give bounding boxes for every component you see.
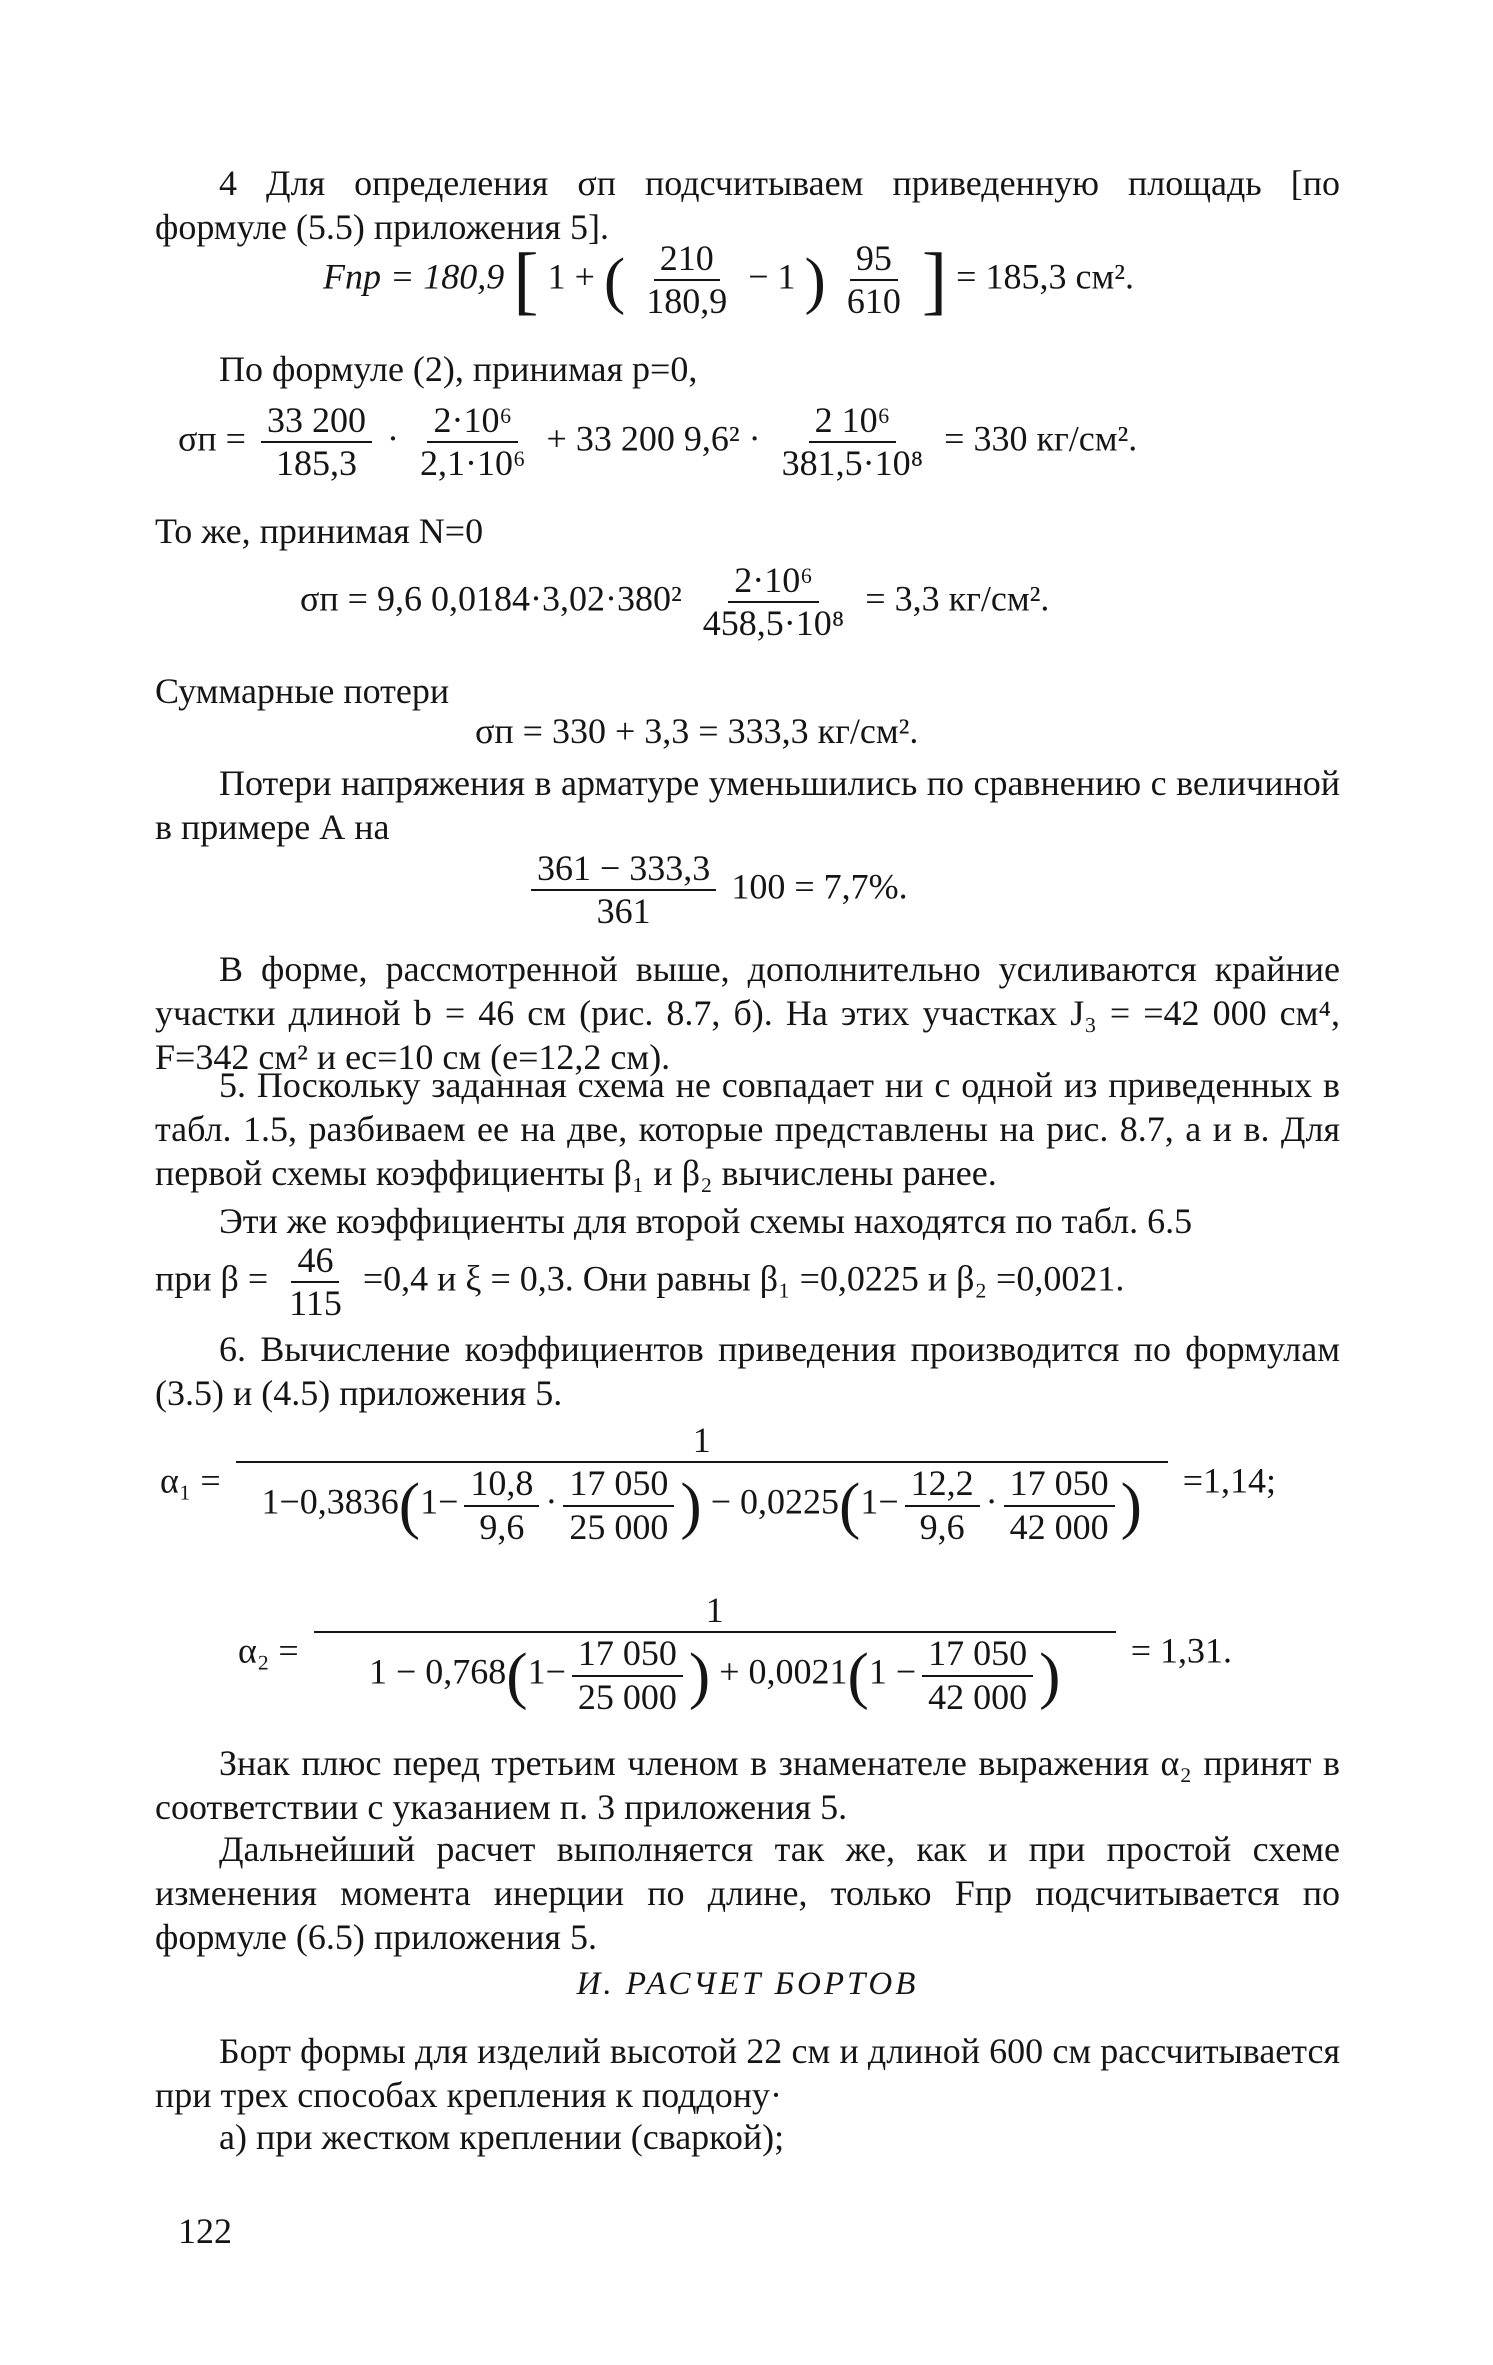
paragraph-item-a: а) при жестком креплении (сваркой);: [219, 2117, 785, 2157]
eq8-numerator: 1: [314, 1590, 1116, 1633]
eq1-rhs: = 185,3 см².: [956, 256, 1135, 297]
equation-beta: [155, 1240, 1124, 1325]
paragraph-board: Борт формы для изделий высотой 22 см и длиной 600 см рассчитывается при трех способах крепления к поддону·: [155, 2031, 1340, 2115]
eq2-den-3: 381,5·10⁸: [781, 443, 924, 484]
eq6-num-1: 46: [291, 1240, 339, 1283]
eq2-rhs: = 330 кг/см².: [944, 418, 1138, 459]
paragraph-item-6: 6. Вычисление коэффициентов приведения производится по формулам (3.5) и (4.5) приложения 5.: [155, 1329, 1340, 1413]
eq5-rhs: 100 = 7,7%.: [731, 866, 908, 907]
equation-sigma-1: [178, 400, 1137, 485]
eq1-minus: − 1: [748, 256, 796, 297]
page-number: 122: [178, 2211, 232, 2251]
eq1-left-paren: (: [603, 244, 626, 316]
eq8-b1: 1 − 0,768: [368, 1652, 507, 1693]
eq2-dot: ·: [386, 418, 399, 459]
eq3-num-1: 2·10⁶: [728, 560, 819, 603]
eq8-num-1: 17 050: [572, 1633, 683, 1676]
eq7-num-4: 17 050: [1004, 1463, 1115, 1506]
eq8-one-minus: 1 −: [868, 1652, 917, 1693]
eq7-frac-3: [905, 1463, 980, 1548]
eq7-den-4: 42 000: [1009, 1506, 1109, 1547]
eq2-mid: + 33 200 9,6² ·: [546, 418, 761, 459]
paragraph-form-reinforced: В форме, рассмотренной выше, дополнительно усиливаются крайние участки длиной b = 46 см (рис. 8.7, б). На этих участках J₃ = =42 000 см⁴, F=342 см² и eс=10 см (e=12,2 см).: [155, 949, 1340, 1077]
eq8-denominator: 1 − 0,768(1− $\frac{17 050}{25 000}$ ) + 0,0021(1 − $\frac{17 050}{42 000}$ ): [368, 1633, 1061, 1717]
eq7-num-2: 17 050: [563, 1463, 674, 1506]
eq8-num-2: 17 050: [922, 1633, 1033, 1676]
eq2-lhs: σп =: [178, 418, 246, 459]
eq6-rhs: =0,4 и ξ = 0,3. Они равны β₁ =0,0225 и β₂ =0,0021.: [362, 1258, 1125, 1299]
paragraph-intro: 4 Для определения σп подсчитываем приведенную площадь [по формуле (5.5) приложения 5].: [155, 163, 1340, 247]
eq1-frac-1: [640, 238, 733, 323]
eq6-frac-1: [283, 1240, 348, 1325]
paragraph-further-calc: Дальнейший расчет выполняется так же, как и при простой схеме изменения момента инерции по длине, только Fпр подсчитывается по формуле (6.5) приложения 5.: [155, 1829, 1340, 1957]
eq8-rhs: = 1,31.: [1130, 1630, 1233, 1671]
eq2-frac-2: [414, 400, 532, 485]
paragraph-n-zero: То же, принимая N=0: [155, 511, 484, 551]
equation-percent: [525, 848, 908, 933]
eq8-frac-2: [922, 1633, 1033, 1718]
eq8-b2: + 0,0021: [719, 1652, 848, 1693]
paragraph-loss-comparison: Потери напряжения в арматуре уменьшились по сравнению с величиной в примере А на: [155, 763, 1340, 847]
eq7-dot-1: ·: [545, 1482, 558, 1523]
eq7-frac-2: [563, 1463, 674, 1548]
paragraph-plus-sign: Знак плюс перед третьим членом в знаменателе выражения α₂ принят в соответствии с указанием п. 3 приложения 5.: [155, 1743, 1340, 1827]
eq2-num-1: 33 200: [261, 400, 372, 443]
eq7-one-minus-2: 1−: [860, 1482, 899, 1523]
eq7-den-1: 9,6: [479, 1506, 525, 1547]
eq3-rhs: = 3,3 кг/см².: [865, 578, 1050, 619]
eq3-lhs: σп = 9,6 0,0184·3,02·380²: [300, 578, 682, 619]
eq1-frac-2: [841, 238, 907, 323]
eq7-b1: 1−0,3836: [261, 1482, 399, 1523]
eq2-num-3: 2 10⁶: [809, 400, 897, 443]
eq7-num-1: 10,8: [464, 1463, 539, 1506]
eq7-den-3: 9,6: [919, 1506, 965, 1547]
equation-f-pr: [323, 238, 1134, 323]
paragraph-total-losses: Суммарные потери: [155, 671, 450, 711]
paragraph-item-5: 5. Поскольку заданная схема не совпадает ни с одной из приведенных в табл. 1.5, разбиваем ее на две, которые представлены на рис. 8.7, а и в. Для первой схемы коэффициенты β₁ и β₂ вычислены ранее.: [155, 1065, 1340, 1193]
eq5-den-1: 361: [596, 891, 651, 932]
eq1-right-bracket: ]: [921, 238, 948, 323]
equation-alpha-1: [160, 1420, 1276, 1548]
eq2-num-2: 2·10⁶: [427, 400, 518, 443]
eq7-frac-4: [1004, 1463, 1115, 1548]
eq7-main-frac: [236, 1420, 1168, 1548]
eq8-main-frac: [314, 1590, 1116, 1718]
eq2-den-1: 185,3: [275, 443, 357, 484]
eq8-den-2: 42 000: [928, 1676, 1028, 1717]
eq7-rhs: =1,14;: [1182, 1460, 1277, 1501]
eq1-den-1: 180,9: [646, 281, 728, 322]
eq7-denominator: 1−0,3836(1− $\frac{10,8}{9,6}$ · $\frac{17 050}{25 000}$ ) − 0,0225(1− $\frac{12,2}{9,6}$ · $\frac{17 050}{42 000}$ ): [261, 1463, 1142, 1547]
eq6-den-1: 115: [289, 1283, 342, 1324]
eq5-frac-1: [531, 848, 716, 933]
eq2-frac-1: [261, 400, 372, 485]
equation-sigma-2: [300, 560, 1049, 645]
eq7-lhs: α₁ =: [160, 1460, 221, 1501]
eq7-den-2: 25 000: [569, 1506, 669, 1547]
eq8-lhs: α₂ =: [238, 1630, 299, 1671]
equation-alpha-2: [238, 1590, 1232, 1718]
eq7-b2: − 0,0225: [710, 1482, 840, 1523]
eq1-left-bracket: [: [513, 238, 539, 323]
eq8-den-1: 25 000: [577, 1676, 677, 1717]
eq1-den-2: 610: [846, 281, 901, 322]
eq2-frac-3: [776, 400, 930, 485]
eq1-lhs: Fпр = 180,9: [323, 256, 505, 297]
eq5-num-1: 361 − 333,3: [531, 848, 716, 891]
eq8-frac-1: [572, 1633, 683, 1718]
eq3-frac-1: [697, 560, 851, 645]
paragraph-second-scheme: Эти же коэффициенты для второй схемы находятся по табл. 6.5: [219, 1201, 1193, 1241]
eq7-one-minus-1: 1−: [420, 1482, 459, 1523]
eq2-den-2: 2,1·10⁶: [419, 443, 526, 484]
eq1-right-paren: ): [804, 244, 826, 316]
paragraph-formula-2: По формуле (2), принимая p=0,: [219, 349, 698, 389]
equation-sigma-total: σп = 330 + 3,3 = 333,3 кг/см².: [475, 711, 919, 751]
section-heading: И. РАСЧЕТ БОРТОВ: [576, 1966, 919, 2002]
eq3-den-1: 458,5·10⁸: [702, 603, 845, 644]
eq1-num-2: 95: [850, 238, 898, 281]
eq7-num-3: 12,2: [905, 1463, 980, 1506]
eq1-num-1: 210: [654, 238, 720, 281]
eq1-open: 1 +: [547, 256, 595, 297]
eq7-frac-1: [464, 1463, 539, 1548]
eq7-numerator: 1: [236, 1420, 1168, 1463]
eq6-pre: при β =: [155, 1258, 269, 1299]
eq7-dot-2: ·: [985, 1482, 998, 1523]
